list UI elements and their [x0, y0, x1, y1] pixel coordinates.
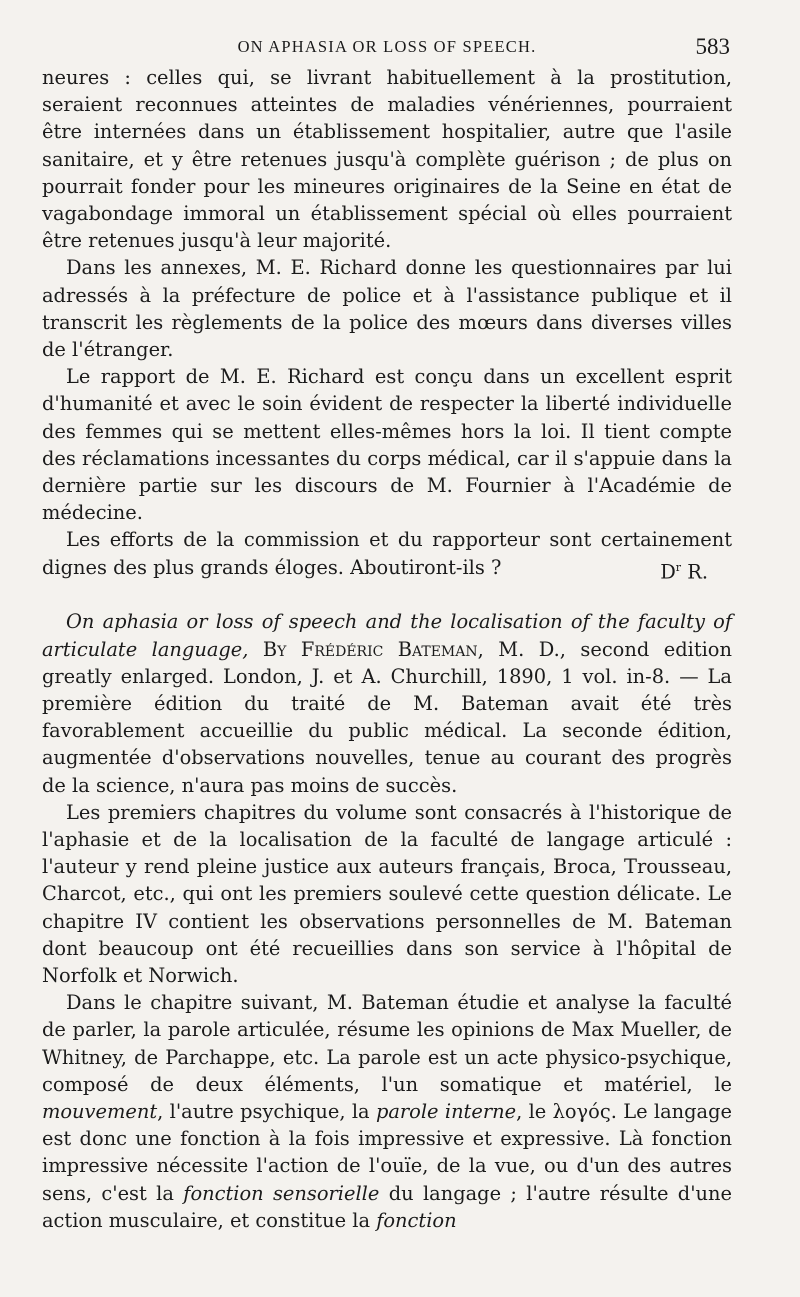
review-section: [42, 608, 732, 1234]
analysis-text-d: . Le langage est donc une fonction à la fois impressive et expressive. Là fonction impressive nécessite l'action de l'ouïe, de la vue, ou d'un des autres sens, c'est la: [42, 1099, 732, 1205]
review-intro: , M. D., second edition greatly enlarged. London, J. et A. Churchill, 1890, 1 vol. in-8. — La première édition du traité de M. Bateman avait été très favorablement accueillie du public médical. La seconde édition, augmentée d'observations nouvelles, tenue au courant des progrès de la science, n'aura pas moins de succès.: [42, 637, 732, 797]
running-head: [42, 30, 732, 64]
signature-sup: r: [675, 560, 682, 574]
signature-name: R.: [681, 560, 708, 584]
efforts-text: Les efforts de la commission et du rapporteur sont certainement dignes des plus grands éloges. Aboutiront-ils ?: [42, 528, 732, 579]
page-number: 583: [695, 34, 730, 59]
paragraph-continuation: neures : celles qui, se livrant habituellement à la prostitution, seraient reconnues atteintes de maladies vénériennes, pourraient être internées dans un établissement hospitalier, autre que l'asile sanitaire, et y être retenues jusqu'à complète guérison ; de plus on pourrait fonder pour les mineures originaires de la Seine en état de vagabondage immoral un établissement spécial où elles pourraient être retenues jusqu'à leur majorité.: [42, 66, 732, 253]
signature-d: D: [660, 560, 676, 584]
document-page: [42, 30, 732, 1234]
paragraph-annexes: Dans les annexes, M. E. Richard donne les questionnaires par lui adressés à la préfecture de police et à l'assistance publique et il transcrit les règlements de la police des mœurs dans diverses villes de l'étranger.: [42, 256, 732, 362]
analysis-text-c: , le: [516, 1099, 553, 1123]
analysis-text-e: du langage ; l'autre résulte d'une action musculaire, et constitue la: [42, 1181, 732, 1232]
review-author: Frédéric Bateman: [300, 637, 478, 661]
paragraph-rapport: Le rapport de M. E. Richard est conçu dans un excellent esprit d'humanité et avec le soin évident de respecter la liberté individuelle des femmes qui se mettent elles-mêmes hors la loi. Il tient compte des réclamations incessantes du corps médical, car il s'appuie dans la dernière partie sur les discours de M. Fournier à l'Académie de médecine.: [42, 365, 732, 525]
analysis-fonction: fonction: [376, 1208, 457, 1232]
analysis-fonction-sensorielle: fonction sensorielle: [183, 1181, 380, 1205]
analysis-parole-interne: parole interne: [375, 1099, 517, 1123]
analysis-text-b: , l'autre psychique, la: [157, 1099, 376, 1123]
body-text: [42, 64, 732, 1234]
analysis-mouvement: mouvement: [42, 1099, 158, 1123]
analysis-text-a: Dans le chapitre suivant, M. Bateman étudie et analyse la faculté de parler, la parole articulée, résume les opinions de Max Mueller, de Whitney, de Parchappe, etc. La parole est un acte physico-psychique, composé de deux éléments, l'un somatique et matériel, le: [42, 991, 732, 1096]
review-title: On aphasia or loss of speech and the localisation of the faculty of articulate language,: [42, 610, 732, 661]
review-paragraph-analysis: [42, 989, 732, 1234]
review-heading-paragraph: [42, 608, 732, 798]
analysis-logos: λογός: [552, 1099, 611, 1123]
running-head-title: ON APHASIA OR LOSS OF SPEECH.: [237, 37, 537, 56]
signature: [636, 554, 708, 586]
review-paragraph-chapters: Les premiers chapitres du volume sont consacrés à l'historique de l'aphasie et de la localisation de la faculté de langage articulé : l'auteur y rend pleine justice aux auteurs français, Broca, Trousseau, Charcot, etc., qui ont les premiers soulevé cette question délicate. Le chapitre IV contient les observations personnelles de M. Bateman dont beaucoup ont été recueillies dans son service à l'hôpital de Norfolk et Norwich.: [42, 800, 732, 987]
paragraph-efforts: [42, 526, 732, 585]
review-by: By: [262, 637, 287, 661]
